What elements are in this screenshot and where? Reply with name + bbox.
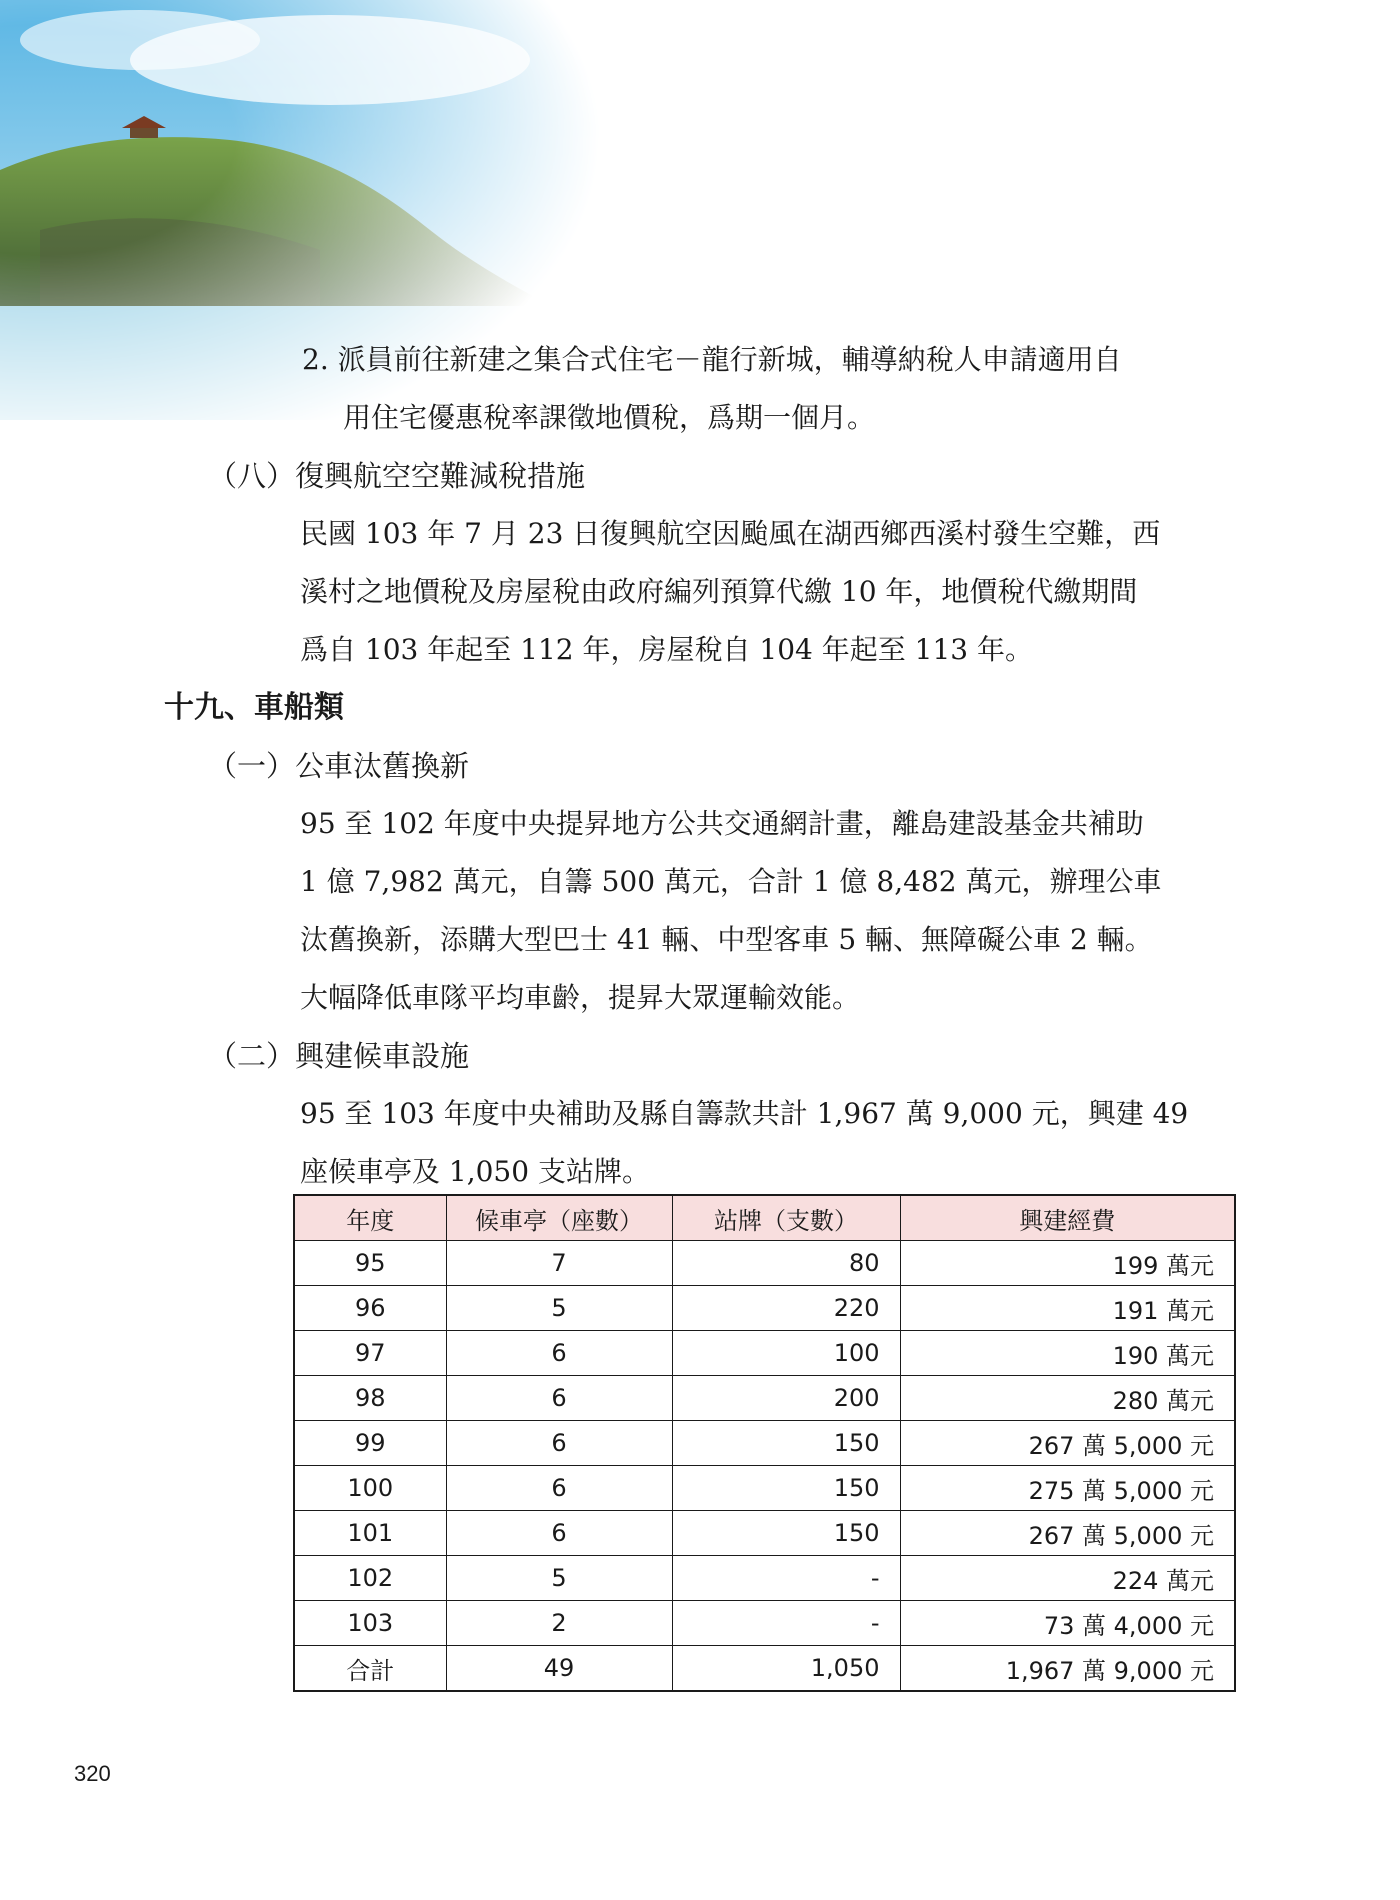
table-row: [294, 1466, 1235, 1511]
subsection-8-line-2: 溪村之地價稅及房屋稅由政府編列預算代繳 10 年，地價稅代繳期間: [300, 575, 1138, 608]
cell-shelters: 6: [446, 1511, 672, 1556]
cell-cost: 191 萬元: [900, 1286, 1235, 1331]
cell-year: 103: [294, 1601, 446, 1646]
table-row: [294, 1601, 1235, 1646]
cell-stop-signs: 100: [672, 1331, 900, 1376]
subsection-8-title: （八）復興航空空難減稅措施: [208, 459, 586, 493]
cell-year: 101: [294, 1511, 446, 1556]
table-total-row: [294, 1646, 1235, 1692]
cell-cost: 190 萬元: [900, 1331, 1235, 1376]
header-shelters: 候車亭（座數）: [446, 1195, 672, 1241]
item-2-line-1: 2. 派員前往新建之集合式住宅－龍行新城，輔導納稅人申請適用自: [302, 343, 1122, 376]
table-row: [294, 1376, 1235, 1421]
cell-year: 95: [294, 1241, 446, 1286]
table-row: [294, 1511, 1235, 1556]
subsection-1-line-3: 汰舊換新，添購大型巴士 41 輛、中型客車 5 輛、無障礙公車 2 輛。: [300, 923, 1153, 956]
subsection-1-title: （一）公車汰舊換新: [208, 749, 470, 783]
subsection-2-line-2: 座候車亭及 1,050 支站牌。: [300, 1155, 650, 1188]
cell-total-stop-signs: 1,050: [672, 1646, 900, 1692]
cell-total-label: 合計: [294, 1646, 446, 1692]
cell-stop-signs: 150: [672, 1421, 900, 1466]
cell-stop-signs: 150: [672, 1511, 900, 1556]
table-row: [294, 1331, 1235, 1376]
cell-shelters: 5: [446, 1556, 672, 1601]
header-year: 年度: [294, 1195, 446, 1241]
cell-cost: 280 萬元: [900, 1376, 1235, 1421]
cell-year: 96: [294, 1286, 446, 1331]
cell-cost: 267 萬 5,000 元: [900, 1511, 1235, 1556]
cell-cost: 224 萬元: [900, 1556, 1235, 1601]
table-header-row: [294, 1195, 1235, 1241]
table-row: [294, 1556, 1235, 1601]
cell-year: 98: [294, 1376, 446, 1421]
cell-shelters: 6: [446, 1466, 672, 1511]
cell-year: 102: [294, 1556, 446, 1601]
cell-year: 97: [294, 1331, 446, 1376]
header-stop-signs: 站牌（支數）: [672, 1195, 900, 1241]
cell-stop-signs: 80: [672, 1241, 900, 1286]
cell-stop-signs: -: [672, 1601, 900, 1646]
cell-cost: 199 萬元: [900, 1241, 1235, 1286]
subsection-1-line-4: 大幅降低車隊平均車齡，提昇大眾運輸效能。: [300, 981, 861, 1014]
item-2-line-2: 用住宅優惠稅率課徵地價稅，爲期一個月。: [343, 401, 876, 434]
subsection-8-line-3: 爲自 103 年起至 112 年，房屋稅自 104 年起至 113 年。: [300, 633, 1033, 666]
subsection-8-line-1: 民國 103 年 7 月 23 日復興航空因颱風在湖西鄉西溪村發生空難，西: [300, 517, 1161, 550]
cell-shelters: 6: [446, 1331, 672, 1376]
cell-total-shelters: 49: [446, 1646, 672, 1692]
cell-stop-signs: -: [672, 1556, 900, 1601]
table-row: [294, 1241, 1235, 1286]
cell-total-cost: 1,967 萬 9,000 元: [900, 1646, 1235, 1692]
cell-cost: 267 萬 5,000 元: [900, 1421, 1235, 1466]
cell-shelters: 2: [446, 1601, 672, 1646]
cell-year: 99: [294, 1421, 446, 1466]
page-number: 320: [74, 1761, 111, 1786]
cell-cost: 275 萬 5,000 元: [900, 1466, 1235, 1511]
construction-cost-table: [293, 1194, 1236, 1692]
subsection-2-title: （二）興建候車設施: [208, 1039, 470, 1073]
section-19-title: 十九、車船類: [164, 690, 344, 725]
cell-cost: 73 萬 4,000 元: [900, 1601, 1235, 1646]
cell-year: 100: [294, 1466, 446, 1511]
cell-shelters: 5: [446, 1286, 672, 1331]
table-row: [294, 1286, 1235, 1331]
header-cost: 興建經費: [900, 1195, 1235, 1241]
cell-stop-signs: 220: [672, 1286, 900, 1331]
subsection-1-line-2: 1 億 7,982 萬元，自籌 500 萬元，合計 1 億 8,482 萬元，辦理公車: [300, 865, 1162, 898]
cell-shelters: 7: [446, 1241, 672, 1286]
table-row: [294, 1421, 1235, 1466]
subsection-1-line-1: 95 至 102 年度中央提昇地方公共交通網計畫，離島建設基金共補助: [300, 807, 1144, 840]
subsection-2-line-1: 95 至 103 年度中央補助及縣自籌款共計 1,967 萬 9,000 元，興建 49: [300, 1097, 1189, 1130]
cell-shelters: 6: [446, 1376, 672, 1421]
cell-shelters: 6: [446, 1421, 672, 1466]
cell-stop-signs: 150: [672, 1466, 900, 1511]
cell-stop-signs: 200: [672, 1376, 900, 1421]
